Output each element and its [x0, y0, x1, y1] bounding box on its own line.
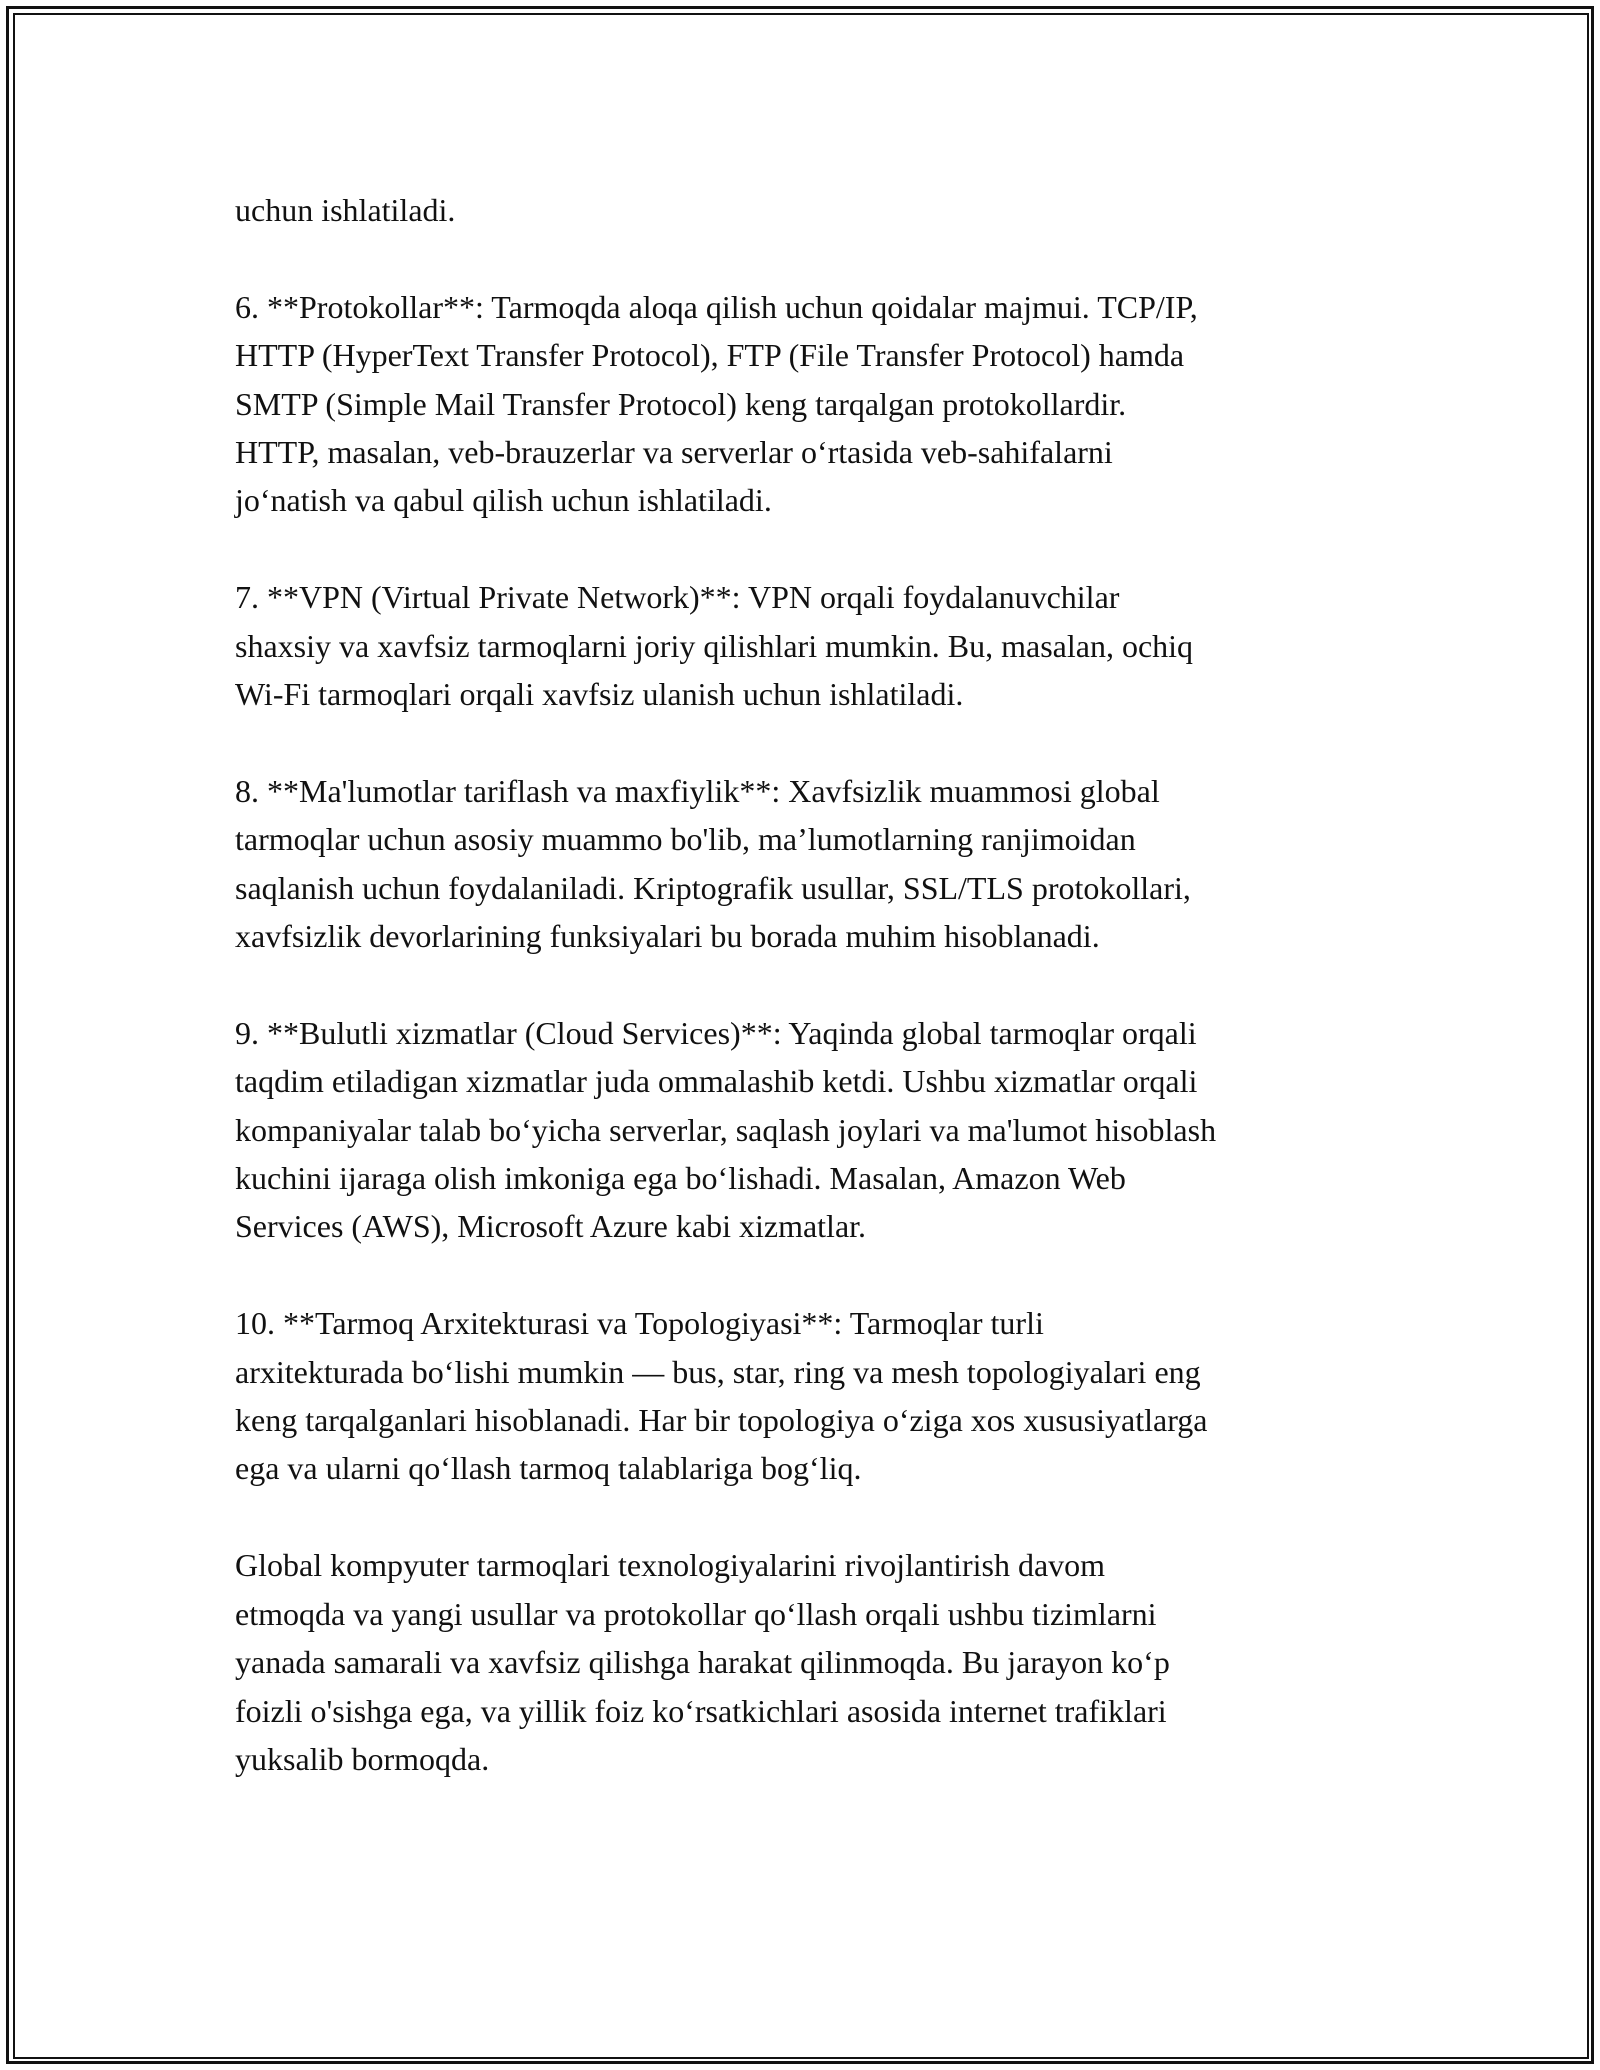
paragraph-protocols: 6. **Protokollar**: Tarmoqda aloqa qilish uchun qoidalar majmui. TCP/IP, HTTP (HyperText Transfer Protocol), FTP (File Transfer Protocol) hamda SMTP (Simple Mail Transfer Protocol) keng tarqalgan protokollardir. HTTP, masalan, veb-brauzerlar va serverlar oʻrtasida veb-sahifalarni joʻnatish va qabul qilish uchun ishlatiladi. — [235, 288, 1198, 519]
paragraph-conclusion: Global kompyuter tarmoqlari texnologiyalarini rivojlantirish davom etmoqda va yangi usullar va protokollar qoʻllash orqali ushbu tizimlarni yanada samarali va xavfsiz qilishga harakat qilinmoqda. Bu jarayon koʻp foizli o'sishga ega, va yillik foiz koʻrsatkichlari asosida internet trafiklari yuksalib bormoqda. — [235, 1547, 1170, 1777]
paragraph-data-privacy: 8. **Ma'lumotlar tariflash va maxfiylik**: Xavfsizlik muammosi global tarmoqlar uchun asosiy muammo bo'lib, maʼlumotlarning ranjimoidan saqlanish uchun foydalaniladi. Kriptografik usullar, SSL/TLS protokollari, xavfsizlik devorlarining funksiyalari bu borada muhim hisoblanadi. — [235, 772, 1191, 955]
paragraph-cloud-services: 9. **Bulutli xizmatlar (Cloud Services)**: Yaqinda global tarmoqlar orqali taqdim etiladigan xizmatlar juda ommalashib ketdi. Ushbu xizmatlar orqali kompaniyalar talab boʻyicha serverlar, saqlash joylari va ma'lumot hisoblash kuchini ijaraga olish imkoniga ega boʻlishadi. Masalan, Amazon Web Services (AWS), Microsoft Azure kabi xizmatlar. — [235, 1014, 1217, 1245]
paragraph-network-topology: 10. **Tarmoq Arxitekturasi va Topologiyasi**: Tarmoqlar turli arxitekturada boʻlishi mumkin — bus, star, ring va mesh topologiyalari eng keng tarqalganlari hisoblanadi. Har bir topologiya oʻziga xos xususiyatlarga ega va ularni qoʻllash tarmoq talablariga bogʻliq. — [235, 1305, 1208, 1487]
paragraph-continuation: uchun ishlatiladi. — [235, 192, 456, 228]
paragraph-vpn: 7. **VPN (Virtual Private Network)**: VPN orqali foydalanuvchilar shaxsiy va xavfsiz tarmoqlarni joriy qilishlari mumkin. Bu, masalan, ochiq Wi-Fi tarmoqlari orqali xavfsiz ulanish uchun ishlatiladi. — [235, 579, 1194, 713]
document-body — [235, 186, 1375, 1832]
